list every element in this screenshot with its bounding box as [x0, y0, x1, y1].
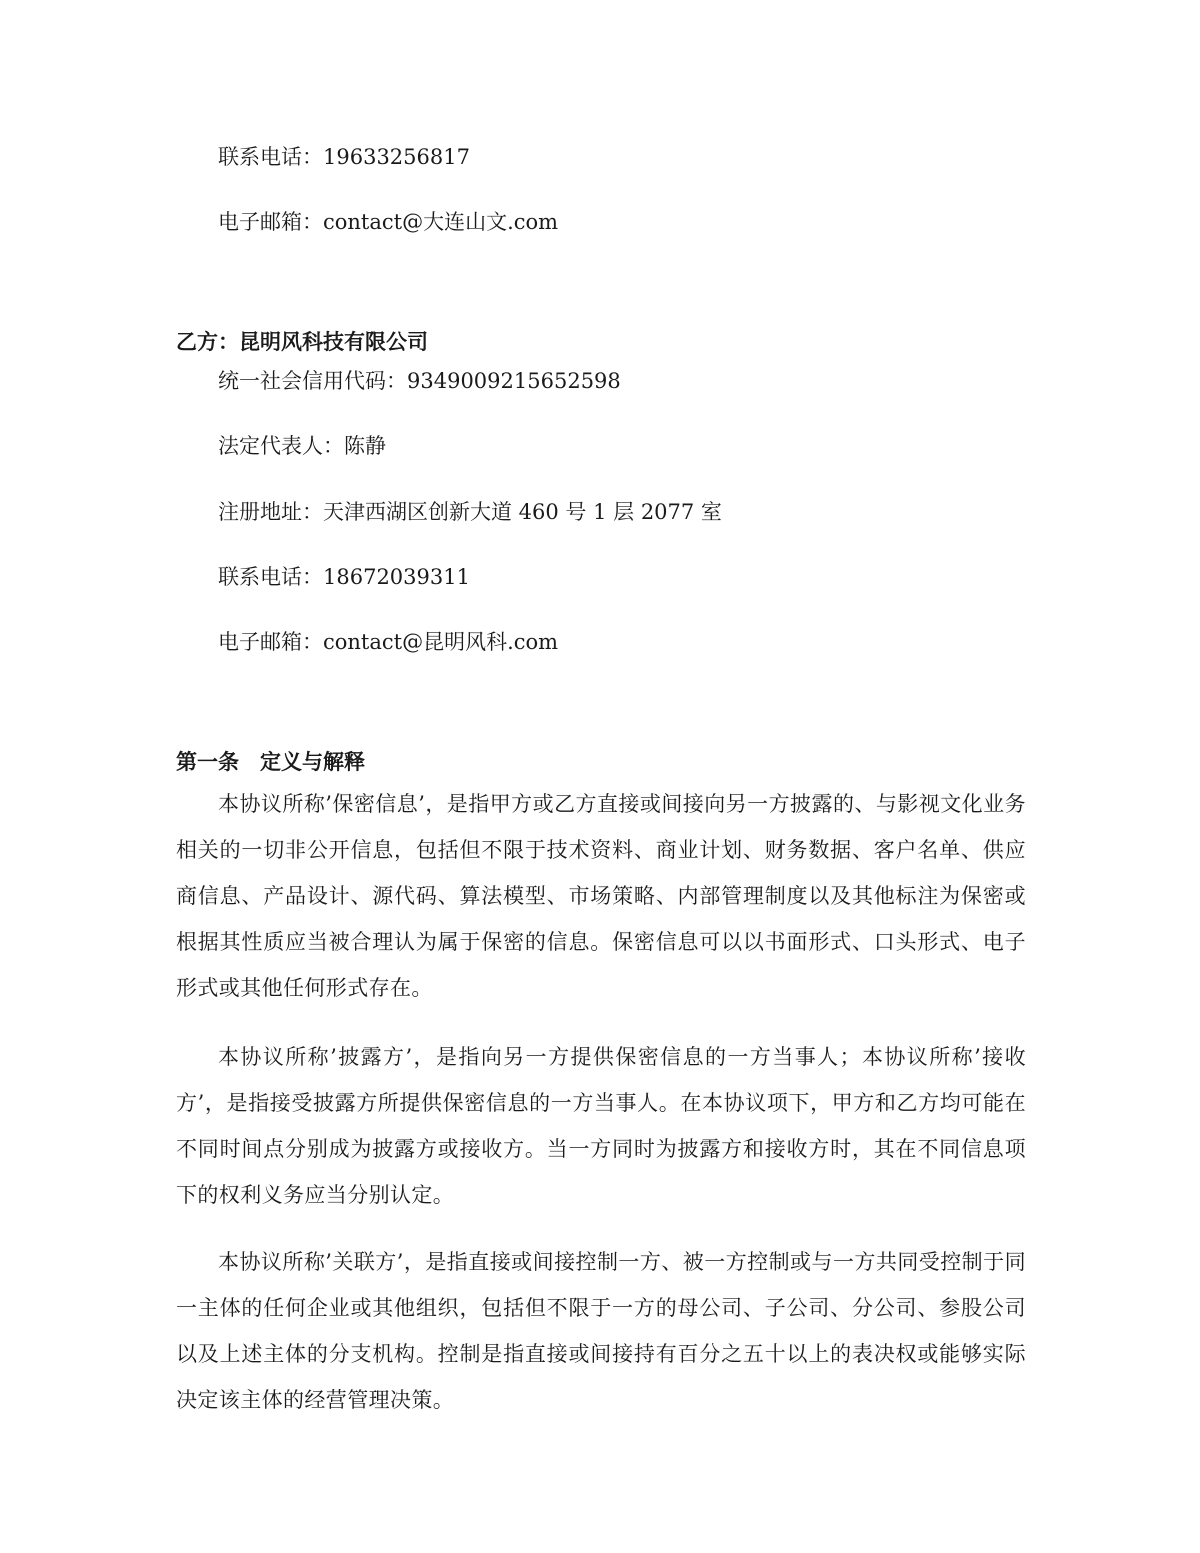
party-b-phone: 联系电话：18672039311	[218, 565, 470, 589]
party-a-email: 电子邮箱：contact@大连山文.com	[218, 210, 559, 234]
article-1-paragraph-1: 本协议所称’保密信息’，是指甲方或乙方直接或间接向另一方披露的、与影视文化业务相关的一切非公开信息，包括但不限于技术资料、商业计划、财务数据、客户名单、供应商信息、产品设计、源代码、算法模型、市场策略、内部管理制度以及其他标注为保密或根据其性质应当被合理认为属于保密的信息。保密信息可以以书面形式、口头形式、电子形式或其他任何形式存在。	[176, 792, 1026, 1000]
party-b-heading: 乙方：昆明风科技有限公司	[176, 330, 428, 354]
article-1-paragraph-2: 本协议所称’披露方’，是指向另一方提供保密信息的一方当事人；本协议所称’接收方’，是指接受披露方所提供保密信息的一方当事人。在本协议项下，甲方和乙方均可能在不同时间点分别成为披露方或接收方。当一方同时为披露方和接收方时，其在不同信息项下的权利义务应当分别认定。	[176, 1045, 1026, 1207]
article-1-paragraph-3: 本协议所称’关联方’，是指直接或间接控制一方、被一方控制或与一方共同受控制于同一主体的任何企业或其他组织，包括但不限于一方的母公司、子公司、分公司、参股公司以及上述主体的分支机构。控制是指直接或间接持有百分之五十以上的表决权或能够实际决定该主体的经营管理决策。	[176, 1250, 1026, 1412]
party-b-email: 电子邮箱：contact@昆明风科.com	[218, 630, 559, 654]
article-1-heading: 第一条 定义与解释	[176, 750, 365, 774]
party-b-address: 注册地址：天津西湖区创新大道 460 号 1 层 2077 室	[218, 500, 722, 524]
party-a-phone: 联系电话：19633256817	[218, 145, 470, 169]
party-b-legal-rep: 法定代表人：陈静	[218, 434, 386, 458]
party-b-credit-code: 统一社会信用代码：9349009215652598	[218, 369, 621, 393]
